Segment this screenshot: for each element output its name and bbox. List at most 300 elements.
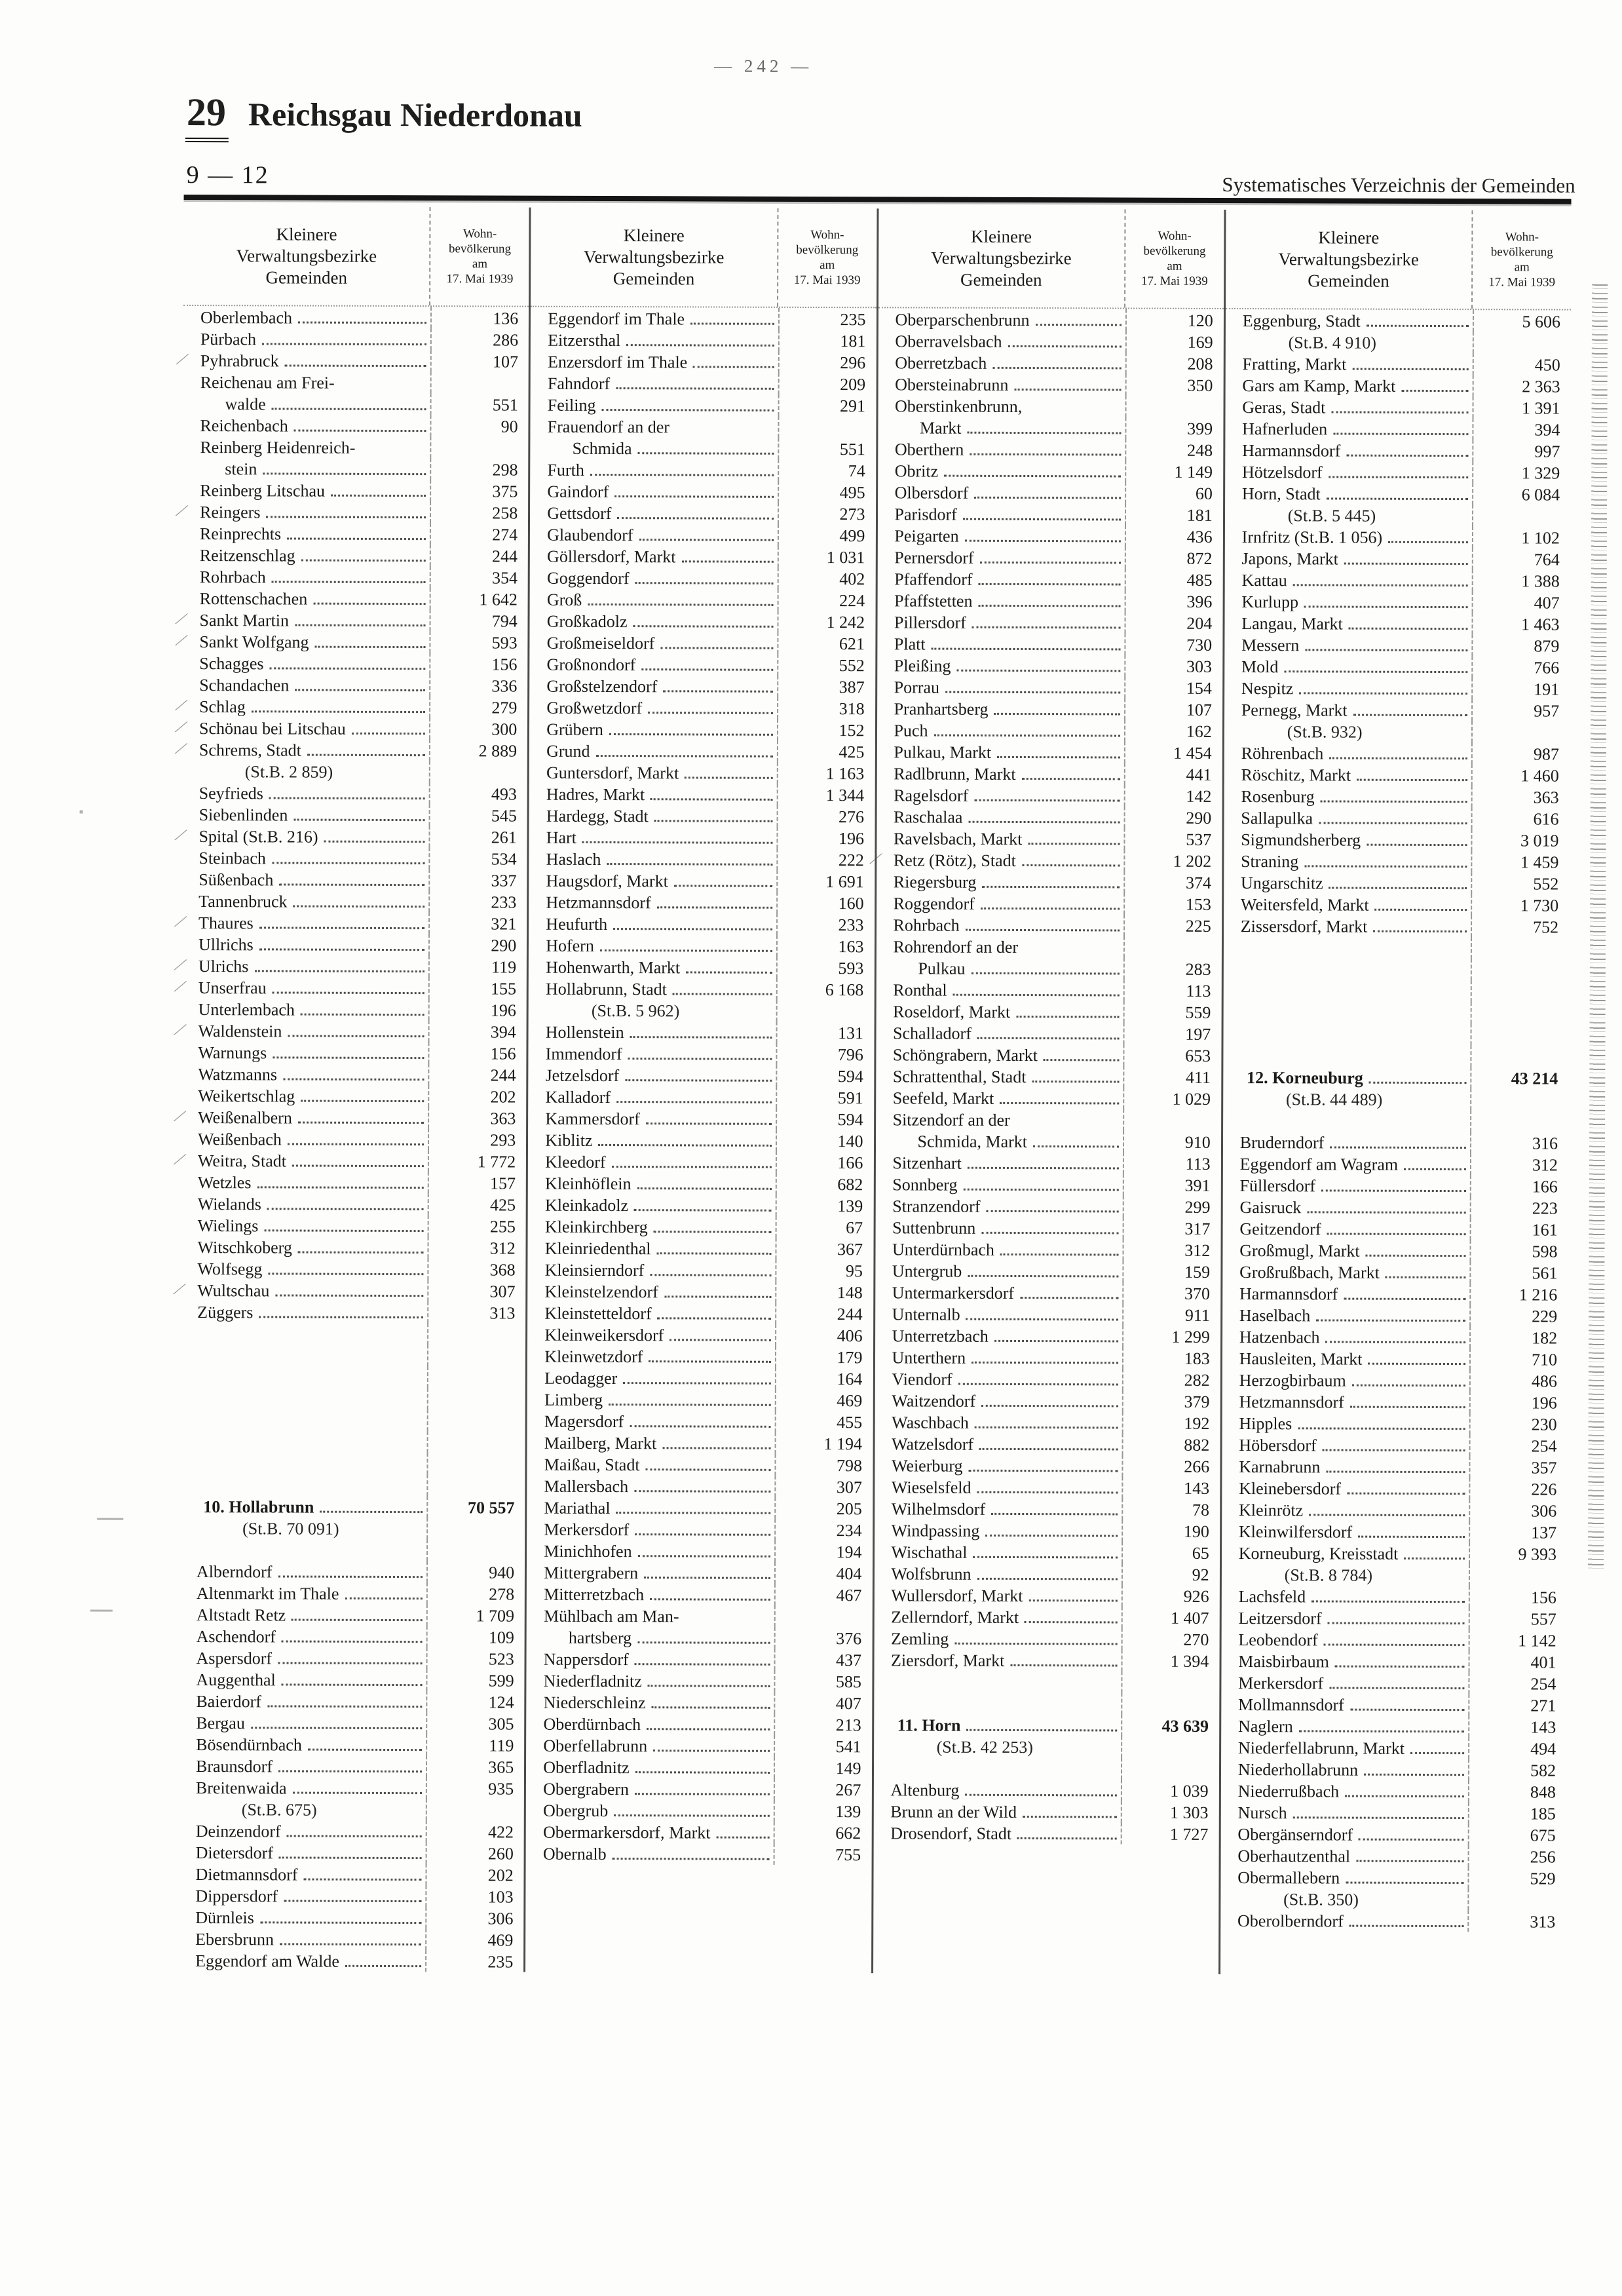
gemeinde-name: Baierdorf — [196, 1692, 262, 1712]
gemeinde-name: Reichenbach — [200, 416, 288, 436]
dot-leader — [954, 1643, 1117, 1645]
gemeinde-name: Aschendorf — [196, 1627, 276, 1647]
population-value: 293 — [428, 1128, 526, 1150]
gemeinde-name: Oberfellabrunn — [543, 1736, 648, 1756]
gemeinde-name: (St.B. 42 253) — [936, 1737, 1034, 1757]
pencil-mark-icon: ∕ — [177, 629, 186, 652]
gemeinde-row — [1222, 1412, 1567, 1435]
gemeinde-row — [875, 1151, 1220, 1174]
population-value — [1121, 1736, 1219, 1757]
gemeinde-name: Goggendorf — [546, 568, 630, 588]
population-value: 1 344 — [776, 784, 875, 805]
gemeinde-name: Merkersdorf — [544, 1520, 630, 1540]
dot-leader — [1010, 1664, 1117, 1667]
gemeinde-name: Hardegg, Stadt — [546, 806, 649, 826]
gemeinde-name: Pyhrabruck — [200, 351, 279, 371]
population-value: 233 — [428, 890, 527, 912]
population-value: 363 — [1471, 786, 1570, 807]
population-value: 394 — [1472, 418, 1570, 440]
gemeinde-row — [177, 607, 527, 632]
gemeinde-name: (St.B. 2 859) — [244, 762, 333, 782]
dot-leader — [953, 994, 1120, 997]
gemeinde-row — [530, 459, 875, 482]
gemeinde-name: Viendorf — [892, 1369, 952, 1389]
population-value — [1123, 936, 1222, 957]
population-value: 794 — [430, 609, 528, 631]
spacer-row — [180, 1366, 525, 1388]
dot-leader — [1293, 1816, 1464, 1819]
pencil-mark-icon: ∕ — [176, 953, 185, 976]
dot-leader — [288, 1035, 424, 1037]
population-value: 74 — [778, 459, 876, 481]
population-value: 1 454 — [1124, 741, 1222, 763]
gemeinde-row — [176, 737, 527, 761]
population-value: 156 — [1469, 1586, 1567, 1607]
gemeinde-row — [527, 1670, 872, 1693]
dot-leader — [1309, 1514, 1465, 1516]
column-group-2 — [525, 208, 878, 1974]
dot-leader — [967, 1729, 1117, 1732]
population-value: 255 — [428, 1215, 526, 1236]
dot-leader — [635, 582, 774, 584]
gemeinde-row — [877, 654, 1222, 677]
gemeinde-row — [1221, 1693, 1566, 1716]
population-value: 298 — [430, 458, 528, 480]
dot-leader — [964, 1189, 1119, 1191]
gemeinde-name: Wischathal — [891, 1542, 968, 1562]
dot-leader — [288, 1143, 424, 1145]
gemeinde-name: (St.B. 44 489) — [1285, 1090, 1383, 1109]
dot-leader — [278, 1662, 423, 1664]
gemeinde-row — [877, 589, 1222, 612]
dot-leader — [278, 1770, 422, 1772]
population-value: 70 557 — [426, 1496, 525, 1518]
gemeinde-name: Ebersbrunn — [195, 1930, 274, 1949]
dot-leader — [1346, 455, 1468, 457]
dot-leader — [324, 841, 424, 843]
population-value: 1 407 — [1121, 1606, 1219, 1628]
dot-leader — [653, 1750, 769, 1752]
gemeinde-row — [181, 890, 527, 913]
gemeinde-name: Feiling — [547, 395, 596, 415]
gemeinde-name: Obernalb — [542, 1844, 607, 1864]
header-line: Gemeinden — [960, 269, 1042, 290]
population-value: 337 — [428, 869, 527, 890]
gemeinde-name: Ragelsdorf — [894, 786, 969, 805]
dot-leader — [1335, 1666, 1465, 1668]
population-value: 1 163 — [776, 762, 875, 784]
population-value: 283 — [1123, 957, 1222, 979]
gemeinde-name: Seyfrieds — [198, 784, 263, 803]
gemeinde-name: Schmida, Markt — [917, 1132, 1028, 1152]
gemeinde-name: Weißenalbern — [198, 1108, 292, 1128]
population-value: 1 730 — [1471, 894, 1569, 915]
gemeinde-name: Wultschau — [197, 1281, 270, 1301]
dot-leader — [986, 1210, 1118, 1213]
population-value: 95 — [775, 1259, 873, 1281]
dot-leader — [596, 755, 773, 757]
pencil-mark-icon: ∕ — [177, 716, 185, 738]
population-value: 485 — [1124, 568, 1222, 590]
gemeinde-name: Untermarkersdorf — [892, 1283, 1015, 1303]
dot-leader — [648, 1685, 770, 1687]
gemeinde-name: Haslach — [546, 849, 601, 869]
population-value: 441 — [1123, 763, 1222, 784]
gemeinde-name: Kleinkadolz — [544, 1195, 629, 1215]
population-value: 422 — [426, 1820, 524, 1842]
dot-leader — [1369, 1082, 1467, 1084]
header-line: am — [820, 258, 835, 273]
gemeinde-row — [875, 1259, 1220, 1282]
gemeinde-row — [529, 805, 875, 828]
gemeinde-name: Siebenlinden — [198, 805, 288, 825]
district-section-row — [179, 1495, 525, 1518]
gemeinde-row — [1224, 655, 1570, 678]
gemeinde-row — [177, 716, 527, 740]
dot-leader — [267, 1208, 424, 1210]
gemeinde-name: Höbersdorf — [1239, 1436, 1317, 1455]
column-group-body — [175, 306, 529, 1972]
population-value: 399 — [1125, 417, 1223, 439]
population-value: 495 — [778, 481, 876, 503]
gemeinde-name: 12. Korneuburg — [1247, 1068, 1363, 1088]
population-value: 411 — [1123, 1065, 1221, 1087]
gemeinde-name: Weißenbach — [197, 1130, 282, 1149]
dot-leader — [1345, 1795, 1464, 1798]
header-population-label — [777, 208, 877, 307]
dot-leader — [616, 1512, 770, 1514]
population-value: 1 388 — [1472, 569, 1570, 591]
gemeinde-row — [875, 1238, 1220, 1261]
gemeinde-name: Niederfladnitz — [543, 1671, 642, 1691]
gemeinde-name: Seefeld, Markt — [892, 1088, 994, 1108]
population-value: 312 — [1470, 1153, 1568, 1175]
population-value: 1 242 — [777, 611, 875, 632]
gemeinde-row — [1222, 1585, 1567, 1608]
gemeinde-row — [183, 457, 528, 480]
gemeinde-row — [1224, 569, 1570, 592]
gemeinde-name: Heufurth — [546, 914, 608, 934]
dot-leader — [269, 667, 425, 670]
dot-leader — [981, 1405, 1118, 1407]
population-value: 594 — [776, 1065, 874, 1086]
gemeinde-row — [179, 1841, 524, 1864]
population-value: 229 — [1469, 1305, 1568, 1326]
gemeinde-row — [529, 826, 875, 849]
population-value: 209 — [778, 373, 876, 394]
gemeinde-name: Sitzenhart — [892, 1153, 962, 1173]
dot-leader — [685, 776, 772, 778]
gemeinde-name: Harmannsdorf — [1239, 1284, 1338, 1304]
population-value — [1470, 1110, 1568, 1132]
gemeinde-row — [180, 1257, 525, 1280]
gemeinde-name: Ziersdorf, Markt — [890, 1651, 1005, 1670]
population-value: 1 727 — [1120, 1822, 1218, 1844]
gemeinde-name: Ulrichs — [198, 957, 249, 976]
gemeinde-row — [528, 1086, 873, 1109]
gemeinde-name: (St.B. 932) — [1287, 722, 1363, 742]
dot-leader — [974, 497, 1121, 499]
dot-leader — [626, 344, 774, 347]
gemeinde-row — [876, 957, 1221, 980]
population-value — [1125, 396, 1223, 417]
gemeinde-name: Zissersdorf, Markt — [1240, 917, 1368, 936]
dot-leader — [686, 971, 772, 973]
population-value: 142 — [1123, 784, 1222, 806]
gemeinde-name: Pulkau, Markt — [894, 742, 992, 762]
population-value — [426, 1799, 524, 1820]
gemeinde-name: Unternalb — [892, 1305, 960, 1324]
population-value: 318 — [777, 697, 875, 719]
dot-leader — [1346, 1882, 1463, 1885]
gemeinde-name: Fratting, Markt — [1242, 354, 1347, 374]
dot-leader — [285, 364, 426, 367]
dot-leader — [663, 690, 772, 693]
gemeinde-name: (St.B. 675) — [241, 1800, 317, 1820]
gemeinde-name: Unterthern — [892, 1348, 966, 1368]
gemeinde-name: Peigarten — [894, 526, 959, 546]
population-value: 156 — [430, 653, 528, 674]
gemeinde-row — [1225, 396, 1570, 419]
dot-leader — [278, 1575, 423, 1578]
gemeinde-name: Reichenau am Frei- — [200, 373, 335, 392]
gemeinde-row — [529, 848, 875, 871]
population-value — [1472, 505, 1570, 526]
dot-leader — [690, 322, 774, 324]
population-value: 1 202 — [1123, 849, 1222, 871]
gemeinde-row — [1222, 1261, 1568, 1284]
gemeinde-row — [1221, 1672, 1566, 1694]
spacer-row — [180, 1387, 525, 1410]
gemeinde-name: Kammersdorf — [545, 1109, 640, 1129]
gemeinde-row — [875, 1432, 1220, 1455]
gemeinde-name: Hohenwarth, Markt — [546, 957, 681, 978]
gemeinde-name: Unterdürnbach — [892, 1240, 994, 1259]
dot-leader — [612, 1166, 772, 1168]
gemeinde-row — [1221, 1758, 1566, 1781]
dot-leader — [307, 754, 425, 757]
header-population-label — [1471, 210, 1571, 309]
population-value: 682 — [775, 1173, 873, 1195]
gemeinde-row — [875, 1454, 1220, 1477]
gemeinde-name: Thaures — [198, 913, 254, 933]
gemeinde-row — [181, 1214, 526, 1237]
population-value: 299 — [1122, 1195, 1220, 1217]
pencil-mark-icon: ∕ — [176, 975, 185, 998]
population-value: 957 — [1471, 699, 1570, 721]
population-value: 196 — [1469, 1391, 1568, 1413]
dot-leader — [1298, 1427, 1465, 1430]
dot-leader — [1331, 411, 1468, 413]
gemeinde-name: Kleinrötz — [1238, 1501, 1304, 1520]
gemeinde-name: Retz (Rötz), Stadt — [893, 851, 1016, 870]
dot-leader — [978, 605, 1120, 607]
dot-leader — [985, 1535, 1118, 1537]
spacer-row — [1223, 980, 1568, 1003]
gemeinde-row — [529, 1043, 874, 1065]
gemeinde-name: Mariathal — [544, 1498, 611, 1518]
gemeinde-row — [877, 632, 1222, 655]
gemeinde-name: Merkersdorf — [1238, 1674, 1324, 1693]
gemeinde-name: Windpassing — [891, 1521, 980, 1540]
gemeinde-name: Oberravelsbach — [895, 332, 1002, 351]
dot-leader — [1323, 1449, 1465, 1451]
gemeinde-row — [180, 1236, 525, 1259]
dot-leader — [1305, 649, 1467, 651]
dot-leader — [263, 472, 426, 475]
gemeinde-row — [182, 674, 527, 697]
population-value: 407 — [1472, 591, 1570, 613]
gemeinde-name: Hadres, Markt — [546, 784, 645, 805]
gemeinde-row — [526, 1843, 871, 1866]
dot-leader — [977, 1491, 1118, 1494]
gemeinde-row — [530, 524, 875, 546]
gemeinde-row — [183, 414, 528, 437]
population-value: 848 — [1468, 1780, 1566, 1802]
header-line: Kleinere — [623, 225, 685, 245]
gemeinde-name: Suttenbrunn — [892, 1218, 976, 1238]
gemeinde-name: Rohrendorf an der — [893, 937, 1019, 957]
dot-leader — [963, 518, 1121, 521]
gemeinde-row — [1220, 1845, 1566, 1867]
dot-leader — [251, 1727, 423, 1729]
population-value: 357 — [1469, 1456, 1567, 1478]
dot-leader — [932, 648, 1121, 651]
population-value: 2 889 — [429, 739, 527, 761]
gemeinde-row — [178, 1928, 523, 1951]
dot-leader — [968, 821, 1120, 824]
gemeinde-name: Röschitz, Markt — [1241, 765, 1351, 785]
gemeinde-row — [1224, 763, 1569, 786]
dot-leader — [1327, 497, 1468, 500]
gemeinde-row — [876, 1108, 1221, 1131]
dot-leader — [613, 928, 772, 930]
gemeinde-row — [528, 1107, 873, 1130]
population-value: 552 — [1471, 872, 1569, 894]
gemeinde-name: Sonnberg — [892, 1175, 958, 1195]
gemeinde-row — [528, 1194, 873, 1217]
gemeinde-name: Oberolberndorf — [1237, 1911, 1344, 1931]
population-value: 407 — [774, 1692, 872, 1713]
gemeinde-name: Spital (St.B. 216) — [198, 827, 318, 847]
population-value: 798 — [774, 1454, 873, 1476]
gemeinde-name: Obergrabern — [543, 1779, 630, 1799]
population-value: 764 — [1472, 548, 1570, 569]
gemeinde-name: Großkadolz — [546, 611, 628, 632]
population-value: 552 — [777, 654, 875, 676]
dot-leader — [609, 733, 773, 736]
header-line: 17. Mai 1939 — [1488, 275, 1556, 290]
gemeinde-row — [874, 1584, 1219, 1607]
dot-leader — [272, 862, 425, 864]
gemeinde-row — [1222, 1455, 1567, 1478]
gemeinde-name: Hetzmannsdorf — [1239, 1392, 1344, 1412]
dot-leader — [259, 1316, 423, 1318]
dot-leader — [630, 1425, 770, 1428]
dot-leader — [1350, 1709, 1464, 1712]
population-value: 1 102 — [1472, 526, 1570, 548]
population-value: 523 — [426, 1647, 525, 1669]
gemeinde-row — [181, 1171, 526, 1194]
dot-leader — [1328, 1622, 1465, 1624]
gemeinde-name: Unterlembach — [198, 1000, 295, 1020]
header-line: Verwaltungsbezirke — [236, 245, 377, 266]
population-value: 368 — [428, 1258, 526, 1280]
dot-leader — [259, 927, 425, 929]
gemeinde-name: Roseldorf, Markt — [893, 1002, 1011, 1022]
dot-leader — [639, 539, 774, 541]
gemeinde-row — [528, 1280, 873, 1303]
dot-leader — [582, 841, 772, 844]
dot-leader — [979, 1448, 1118, 1451]
dot-leader — [298, 322, 426, 324]
population-value: 154 — [1124, 676, 1222, 698]
population-value: 1 029 — [1123, 1087, 1221, 1109]
gemeinde-row — [183, 392, 529, 415]
dot-leader — [269, 797, 425, 799]
header-gemeinden-label — [1226, 226, 1472, 292]
gemeinde-row — [527, 1475, 873, 1498]
gemeinde-name: Niederschleinz — [543, 1693, 646, 1713]
population-value: 223 — [1470, 1196, 1568, 1218]
population-value: 1 303 — [1121, 1801, 1219, 1822]
gemeinde-row — [877, 676, 1222, 698]
gemeinde-name: Hatzenbach — [1239, 1328, 1320, 1347]
gemeinde-row — [1225, 547, 1570, 570]
gemeinden-table — [175, 206, 1571, 1976]
gemeinde-name: Breitenwaida — [195, 1778, 287, 1798]
gemeinde-row — [183, 436, 528, 459]
gemeinde-name: Alberndorf — [196, 1562, 273, 1582]
dot-leader — [287, 1835, 422, 1837]
gemeinde-name: Tannenbruck — [198, 892, 288, 911]
dot-leader — [1373, 930, 1467, 932]
spacer-row — [874, 1670, 1219, 1693]
gemeinde-name: Obergrub — [543, 1801, 609, 1821]
population-value: 545 — [429, 804, 527, 826]
dot-leader — [315, 646, 426, 649]
gemeinde-row — [529, 978, 874, 1001]
dot-leader — [313, 603, 426, 605]
gemeinde-row — [877, 805, 1222, 828]
dot-leader — [1324, 1643, 1465, 1646]
gemeinde-row — [1224, 807, 1569, 830]
header-line: Kleinere — [1318, 227, 1380, 248]
population-value: 312 — [428, 1236, 526, 1258]
dot-leader — [617, 517, 773, 520]
population-value: 585 — [774, 1670, 872, 1692]
gemeinde-name: Sitzendorf an der — [892, 1110, 1010, 1130]
dot-leader — [1386, 1276, 1466, 1278]
dot-leader — [971, 1362, 1118, 1364]
gemeinde-name: Zellerndorf, Markt — [891, 1607, 1019, 1627]
gemeinde-name: Nursch — [1237, 1803, 1287, 1823]
dot-leader — [1404, 1558, 1465, 1559]
population-value: 379 — [1122, 1390, 1220, 1411]
population-value: 374 — [1123, 871, 1222, 892]
gemeinde-row — [527, 1410, 873, 1433]
gemeinde-name: Eggenburg, Stadt — [1242, 311, 1361, 331]
dot-leader — [1349, 1925, 1464, 1928]
gemeinde-row — [1222, 1390, 1567, 1413]
population-value: 109 — [426, 1626, 525, 1647]
gemeinde-name: Großwetzdorf — [546, 698, 643, 718]
dot-leader — [641, 668, 772, 671]
gemeinde-row — [1222, 1196, 1568, 1219]
gemeinde-name: Reinberg Litschau — [200, 481, 326, 501]
dot-leader — [657, 906, 772, 909]
gemeinde-row — [175, 1278, 525, 1302]
